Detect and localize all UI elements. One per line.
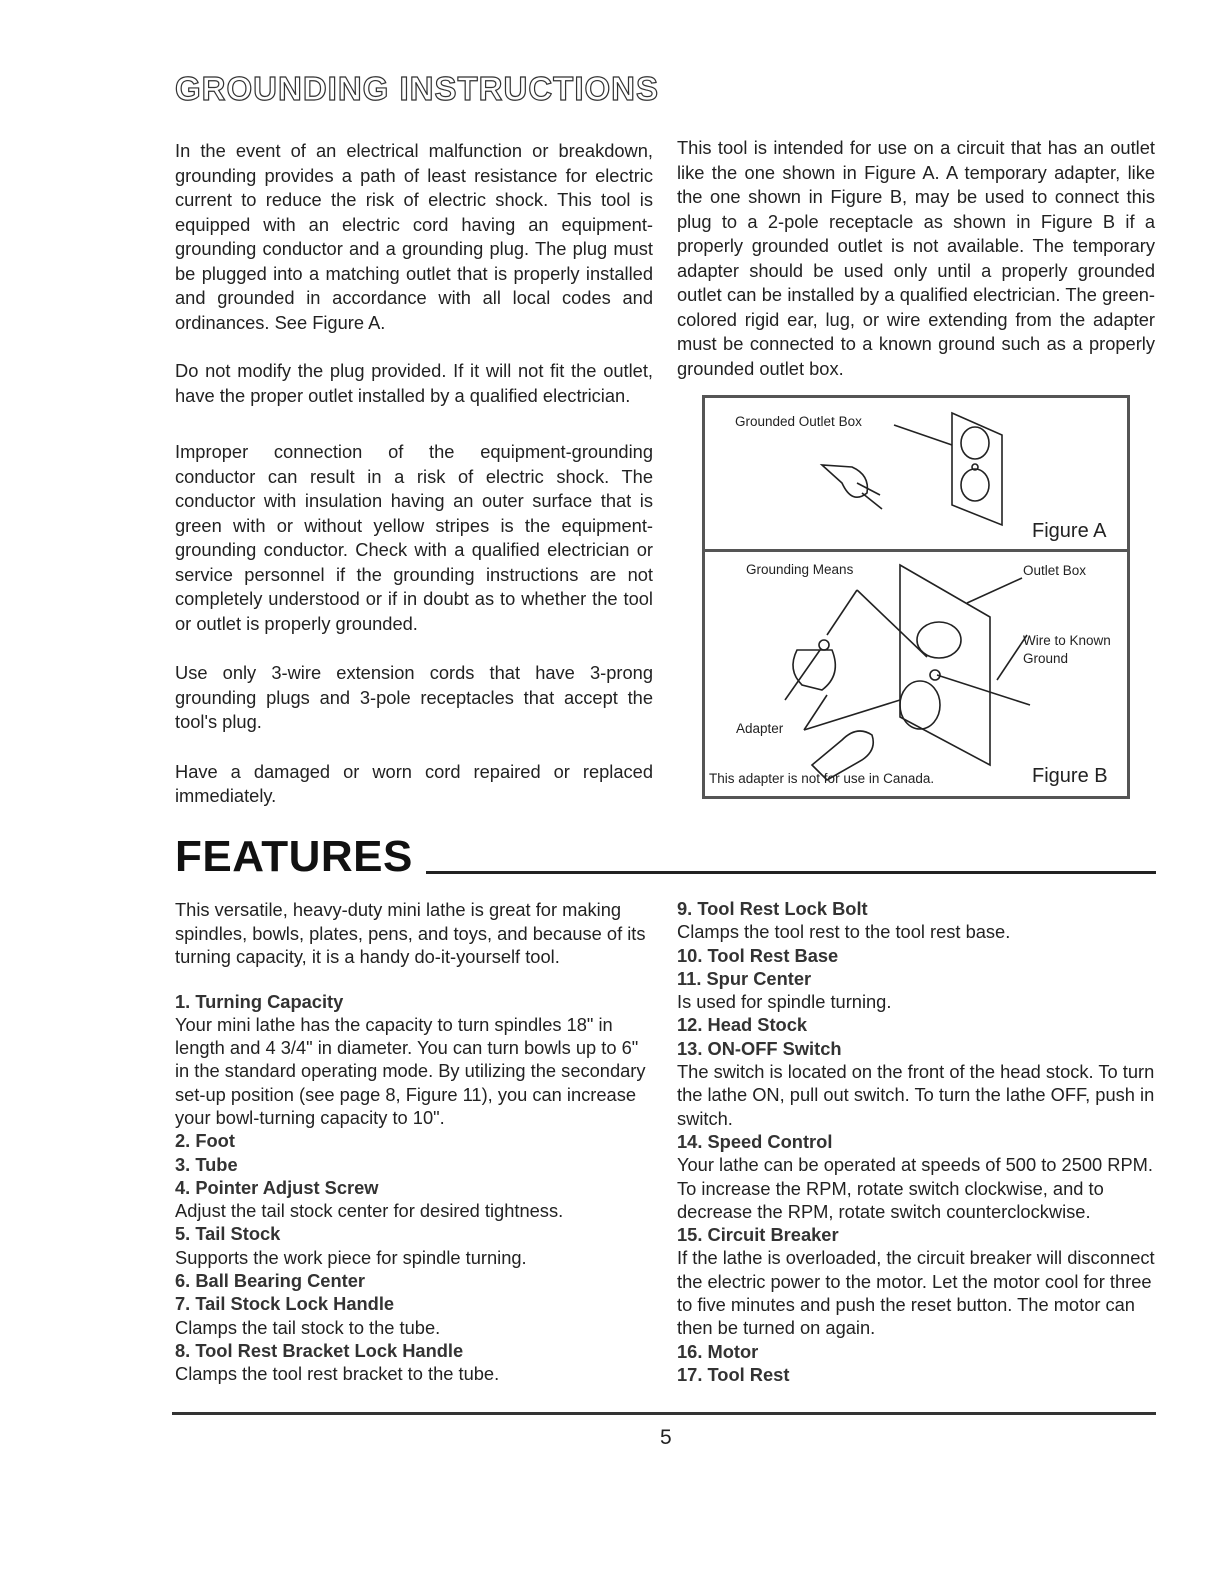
feature-description: Supports the work piece for spindle turning. — [175, 1246, 527, 1268]
feature-description: Your lathe can be operated at speeds of 500 to 2500 RPM. To increase the RPM, rotate switch clockwise, and to decrease the RPM, rotate switch counterclockwise. — [677, 1154, 1153, 1222]
features-intro: This versatile, heavy-duty mini lathe is great for making spindles, bowls, plates, pens, and toys, and because of its turning capacity, it is a handy do-it-yourself tool. — [175, 899, 646, 967]
feature-description: Clamps the tool rest bracket to the tube. — [175, 1363, 500, 1385]
feature-description: The switch is located on the front of the head stock. To turn the lathe ON, pull out switch. To turn the lathe OFF, push in switch. — [677, 1061, 1155, 1129]
grounding-right-column — [677, 136, 1155, 381]
adapter-icon — [793, 650, 835, 690]
feature-heading: 2. Foot — [175, 1130, 235, 1152]
feature-heading: 6. Ball Bearing Center — [175, 1270, 365, 1292]
feature-heading: 17. Tool Rest — [677, 1363, 790, 1385]
wire-label-2: Ground — [1023, 651, 1069, 666]
feature-heading: 7. Tail Stock Lock Handle — [175, 1293, 395, 1315]
outlet-box-label: Outlet Box — [1023, 563, 1087, 578]
grounding-means-label: Grounding Means — [746, 562, 854, 577]
feature-heading: 14. Speed Control — [677, 1130, 833, 1152]
feature-heading: 3. Tube — [175, 1153, 238, 1175]
paragraph: Have a damaged or worn cord repaired or replaced immediately. — [175, 760, 653, 806]
feature-heading: 11. Spur Center — [677, 967, 812, 989]
canada-note: This adapter is not for use in Canada. — [709, 771, 935, 786]
feature-heading: 12. Head Stock — [677, 1014, 808, 1036]
feature-heading: 8. Tool Rest Bracket Lock Handle — [175, 1339, 464, 1361]
grounding-left-column — [175, 139, 653, 809]
feature-heading: 1. Turning Capacity — [175, 990, 344, 1012]
feature-description: Clamps the tail stock to the tube. — [175, 1316, 441, 1338]
features-left-column — [175, 898, 657, 1386]
feature-description: Adjust the tail stock center for desired tightness. — [175, 1200, 564, 1222]
wire-label-1: Wire to Known — [1023, 633, 1111, 648]
feature-description: Clamps the tool rest to the tool rest base. — [677, 921, 1011, 943]
paragraph: This tool is intended for use on a circuit that has an outlet like the one shown in Figure A. A temporary adapter, like the one shown in Figure B, may be used to connect this plug to a 2-pole receptacle as shown in Figure B if a properly grounded outlet is not available. The temporary adapter should be used only until a properly grounded outlet can be installed by a qualified electrician. The green-colored rigid ear, lug, or wire extending from the adapter must be connected to a known ground such as a properly grounded outlet box. — [677, 137, 1155, 379]
paragraph: Improper connection of the equipment-grounding conductor can result in a risk of electric shock. The conductor with insulation having an outer surface that is green with or without yellow stripes is the equipment-grounding conductor. Check with a qualified electrician or service personnel if the grounding instructions are not completely understood or if in doubt as to whether the tool or outlet is properly grounded. — [175, 441, 653, 634]
feature-description: Your mini lathe has the capacity to turn spindles 18" in length and 4 3/4" in diameter. You can turn bowls up to 6" in the standard operating mode. By utilizing the secondary set-up position (see page 8, Figure 11), you can increase your bowl-turning capacity to 10". — [175, 1013, 646, 1128]
figure-b-caption: Figure B — [1032, 765, 1108, 787]
extension-receptacle — [900, 681, 940, 729]
outlet-box-plate — [900, 565, 990, 765]
feature-heading: 4. Pointer Adjust Screw — [175, 1176, 379, 1198]
feature-heading: 5. Tail Stock — [175, 1223, 281, 1245]
paragraph: In the event of an electrical malfunction or breakdown, grounding provides a path of least resistance for electric current to reduce the risk of electric shock. This tool is equipped with an electric cord having an equipment-grounding conductor and a grounding plug. The plug must be plugged into a matching outlet that is properly installed and grounded in accordance with all local codes and ordinances. See Figure A. — [175, 140, 653, 333]
figure-a-label: Grounded Outlet Box — [735, 414, 862, 429]
footer-rule — [172, 1412, 1156, 1415]
features-right-column — [677, 897, 1159, 1386]
page-number: 5 — [660, 1426, 672, 1449]
features-rule — [426, 871, 1156, 874]
feature-heading: 15. Circuit Breaker — [677, 1224, 839, 1246]
feature-heading: 13. ON-OFF Switch — [677, 1037, 842, 1059]
plug-icon — [822, 465, 867, 497]
feature-description: If the lathe is overloaded, the circuit breaker will disconnect the electric power to the motor. Let the motor cool for three to five minutes and push the reset button. The motor can then be turned on again. — [677, 1247, 1155, 1339]
adapter-label: Adapter — [736, 721, 784, 736]
features-title: FEATURES — [175, 832, 413, 881]
paragraph: Use only 3-wire extension cords that have 3-prong grounding plugs and 3-pole receptacles that accept the tool's plug. — [175, 662, 653, 732]
grounding-title: GROUNDING INSTRUCTIONS — [175, 70, 659, 107]
feature-heading: 9. Tool Rest Lock Bolt — [677, 898, 868, 919]
feature-heading: 10. Tool Rest Base — [677, 944, 839, 966]
feature-description: Is used for spindle turning. — [677, 991, 892, 1013]
paragraph: Do not modify the plug provided. If it will not fit the outlet, have the proper outlet installed by a qualified electrician. — [175, 360, 653, 406]
feature-heading: 16. Motor — [677, 1340, 759, 1362]
figure-a-caption: Figure A — [1032, 520, 1107, 542]
